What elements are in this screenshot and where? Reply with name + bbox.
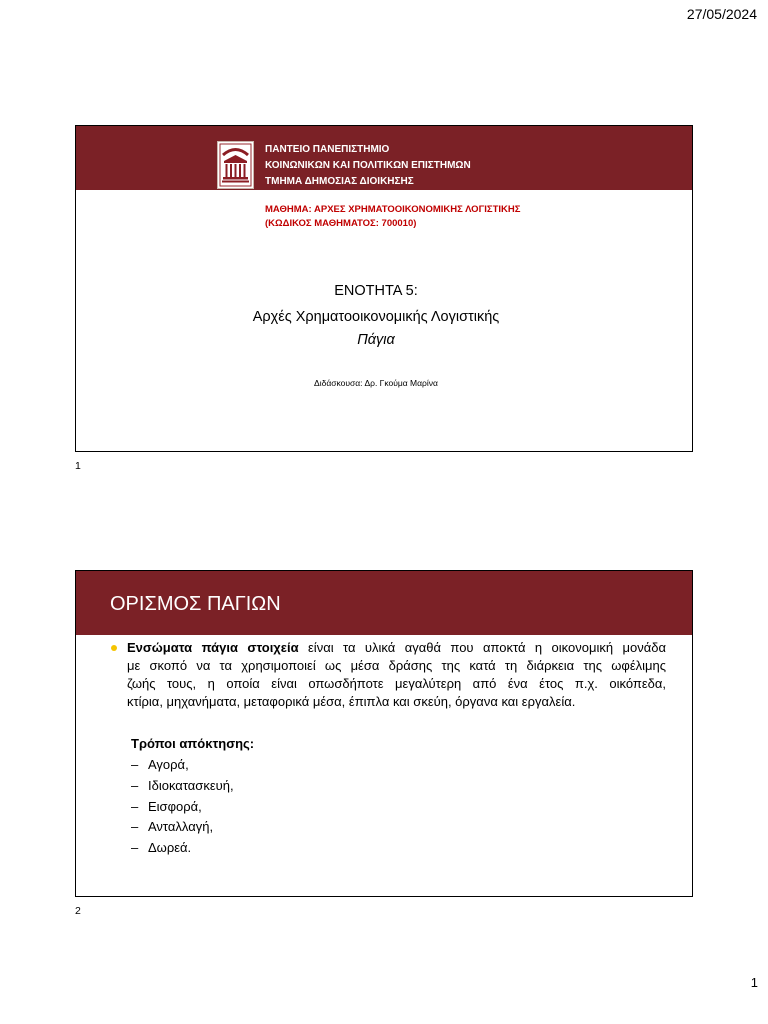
university-name: ΠΑΝΤΕΙΟ ΠΑΝΕΠΙΣΤΗΜΙΟ bbox=[265, 144, 390, 155]
list-item: – Εισφορά, bbox=[131, 797, 234, 818]
acquisition-heading: Τρόποι απόκτησης: bbox=[131, 736, 255, 751]
print-date: 27/05/2024 bbox=[686, 6, 757, 22]
list-item: – Ιδιοκατασκευή, bbox=[131, 776, 234, 797]
university-seal-icon bbox=[217, 141, 254, 189]
paragraph-line bbox=[127, 639, 666, 657]
page-number: 1 bbox=[750, 975, 758, 990]
topic-title: Πάγια bbox=[357, 332, 395, 348]
definition-paragraph bbox=[127, 639, 666, 711]
unit-label: ΕΝΟΤΗΤΑ 5: bbox=[334, 283, 418, 299]
subject-title: Αρχές Χρηματοοικονομικής Λογιστικής bbox=[252, 309, 500, 325]
course-info bbox=[265, 203, 520, 231]
slide-number: 1 bbox=[75, 460, 81, 472]
slide-2-definition bbox=[75, 570, 693, 897]
slide-number: 2 bbox=[75, 905, 81, 917]
list-item: – Αγορά, bbox=[131, 755, 234, 776]
course-code: (ΚΩΔΙΚΟΣ ΜΑΘΗΜΑΤΟΣ: 700010) bbox=[265, 218, 417, 229]
list-item: – Ανταλλαγή, bbox=[131, 817, 234, 838]
slide-title: ΟΡΙΣΜΟΣ ΠΑΓΙΩΝ bbox=[110, 593, 281, 615]
acquisition-list bbox=[131, 755, 234, 859]
bold-term: Ενσώματα πάγια στοιχεία bbox=[127, 640, 299, 655]
paragraph-line: ζωής τους, η οποία είναι οπωσδήποτε μεγαλύτερη από ένα έτος π.χ. οικόπεδα, bbox=[127, 676, 666, 691]
department-name: ΤΜΗΜΑ ΔΗΜΟΣΙΑΣ ΔΙΟΙΚΗΣΗΣ bbox=[265, 176, 414, 187]
line-text: είναι τα υλικά αγαθά που αποκτά η οικονομική μονάδα bbox=[308, 640, 666, 655]
instructor-name: Διδάσκουσα: Δρ. Γκούμα Μαρίνα bbox=[314, 378, 438, 388]
list-item: – Δωρεά. bbox=[131, 838, 234, 859]
bullet-dot-icon bbox=[111, 645, 117, 651]
school-name: ΚΟΙΝΩΝΙΚΩΝ ΚΑΙ ΠΟΛΙΤΙΚΩΝ ΕΠΙΣΤΗΜΩΝ bbox=[265, 160, 471, 171]
course-title: ΜΑΘΗΜΑ: ΑΡΧΕΣ ΧΡΗΜΑΤΟΟΙΚΟΝΟΜΙΚΗΣ ΛΟΓΙΣΤΙΚΗΣ bbox=[265, 204, 521, 215]
paragraph-line: κτίρια, μηχανήματα, μεταφορικά μέσα, έπιπλα και σκεύη, όργανα και εργαλεία. bbox=[127, 694, 576, 709]
paragraph-line: με σκοπό να τα χρησιμοποιεί ως μέσα δράσης της κατά τη διάρκεια της ωφέλιμης bbox=[127, 658, 666, 673]
slide-1-title bbox=[75, 125, 693, 452]
university-name-block bbox=[265, 142, 471, 190]
